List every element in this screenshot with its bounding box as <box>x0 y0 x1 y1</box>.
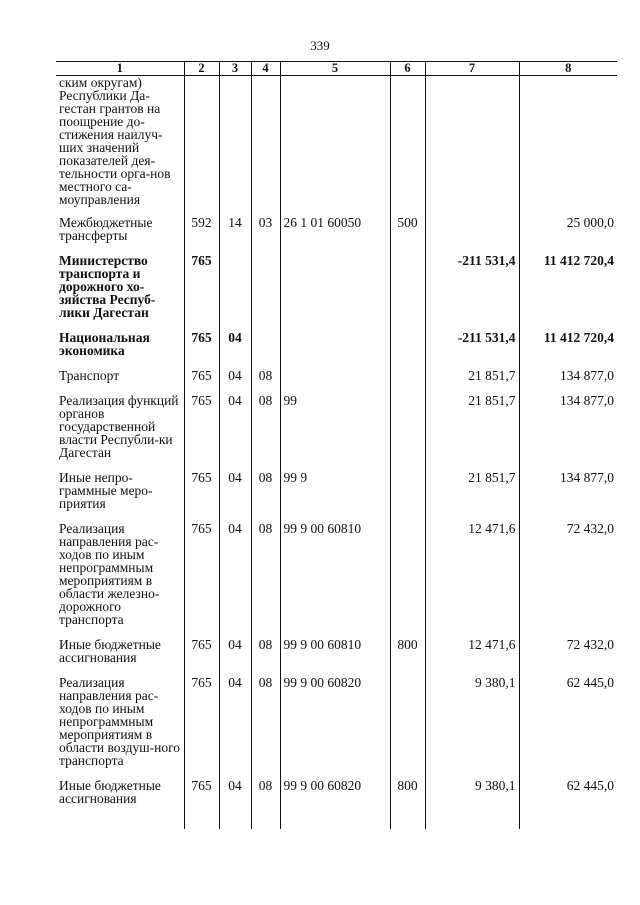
cell-rz: 14 <box>219 216 251 254</box>
cell-amount: 72 432,0 <box>519 522 617 638</box>
page-number: 339 <box>310 38 330 53</box>
cell-csr: 99 9 00 60810 <box>280 522 390 638</box>
table-row <box>56 471 617 522</box>
empty-cell <box>519 805 617 829</box>
cell-csr: 99 9 00 60810 <box>280 638 390 676</box>
cell-csr <box>280 76 390 217</box>
cell-vr: 800 <box>390 638 425 676</box>
cell-pr <box>251 254 280 331</box>
table-row <box>56 369 617 394</box>
cell-gr: 765 <box>184 638 219 676</box>
column-header: 8 <box>519 62 617 76</box>
table-row <box>56 76 617 217</box>
cell-csr <box>280 331 390 369</box>
cell-vr <box>390 522 425 638</box>
table-row <box>56 638 617 676</box>
cell-change: 12 471,6 <box>425 522 519 638</box>
cell-pr: 08 <box>251 522 280 638</box>
cell-amount: 134 877,0 <box>519 369 617 394</box>
cell-change: -211 531,4 <box>425 331 519 369</box>
cell-vr <box>390 331 425 369</box>
row-name: Реализация направления рас-ходов по иным непрограммным мероприятиям в области железно-дорожного транспорта <box>59 521 160 627</box>
cell-amount: 134 877,0 <box>519 471 617 522</box>
budget-table <box>56 61 617 829</box>
cell-change: 9 380,1 <box>425 676 519 779</box>
cell-gr <box>184 76 219 217</box>
cell-amount: 62 445,0 <box>519 779 617 805</box>
empty-cell <box>425 805 519 829</box>
cell-amount <box>519 76 617 217</box>
cell-pr: 08 <box>251 779 280 805</box>
cell-gr: 765 <box>184 779 219 805</box>
cell-amount: 11 412 720,4 <box>519 331 617 369</box>
row-name: Иные бюджетные ассигнования <box>59 778 161 806</box>
empty-cell <box>390 805 425 829</box>
table-filler-row <box>56 805 617 829</box>
row-name: Министерство транспорта и дорожного хо-зяйства Респуб-лики Дагестан <box>59 253 156 320</box>
row-name: Реализация направления рас-ходов по иным непрограммным мероприятиям в области воздуш-ного транспорта <box>59 675 181 768</box>
empty-cell <box>219 805 251 829</box>
table-row <box>56 522 617 638</box>
column-header: 7 <box>425 62 519 76</box>
column-header: 1 <box>56 62 184 76</box>
row-name: ским округам) Республики Да-гестан грантов на поощрение до-стижения наилуч-ших значений показателей дея-тельности орга-нов местного са-моуправления <box>59 75 171 207</box>
cell-csr: 99 9 00 60820 <box>280 779 390 805</box>
cell-gr: 765 <box>184 522 219 638</box>
cell-csr <box>280 369 390 394</box>
row-name: Иные бюджетные ассигнования <box>59 637 161 665</box>
cell-gr: 765 <box>184 676 219 779</box>
cell-amount: 11 412 720,4 <box>519 254 617 331</box>
empty-cell <box>251 805 280 829</box>
cell-vr <box>390 471 425 522</box>
cell-csr: 99 9 <box>280 471 390 522</box>
cell-pr <box>251 331 280 369</box>
table-row <box>56 779 617 805</box>
cell-amount: 25 000,0 <box>519 216 617 254</box>
cell-rz: 04 <box>219 779 251 805</box>
cell-gr: 765 <box>184 369 219 394</box>
cell-amount: 134 877,0 <box>519 394 617 471</box>
cell-pr: 03 <box>251 216 280 254</box>
cell-csr: 99 <box>280 394 390 471</box>
cell-rz: 04 <box>219 638 251 676</box>
cell-rz <box>219 254 251 331</box>
cell-change <box>425 76 519 217</box>
cell-change: -211 531,4 <box>425 254 519 331</box>
cell-csr: 26 1 01 60050 <box>280 216 390 254</box>
cell-change: 21 851,7 <box>425 394 519 471</box>
row-name: Иные непро-граммные меро-приятия <box>59 470 153 511</box>
empty-cell <box>184 805 219 829</box>
cell-amount: 72 432,0 <box>519 638 617 676</box>
cell-gr: 765 <box>184 471 219 522</box>
table-row <box>56 394 617 471</box>
cell-vr <box>390 76 425 217</box>
row-name: Реализация функций органов государственной власти Республи-ки Дагестан <box>59 393 179 460</box>
cell-gr: 765 <box>184 331 219 369</box>
cell-rz: 04 <box>219 471 251 522</box>
cell-pr: 08 <box>251 676 280 779</box>
table-row <box>56 216 617 254</box>
cell-change <box>425 216 519 254</box>
cell-vr <box>390 369 425 394</box>
cell-pr: 08 <box>251 471 280 522</box>
column-header: 6 <box>390 62 425 76</box>
cell-vr <box>390 254 425 331</box>
cell-rz: 04 <box>219 676 251 779</box>
cell-rz: 04 <box>219 369 251 394</box>
table-row <box>56 331 617 369</box>
row-name: Национальная экономика <box>59 330 150 358</box>
cell-pr: 08 <box>251 369 280 394</box>
header-row <box>56 62 617 76</box>
cell-vr <box>390 394 425 471</box>
cell-gr: 592 <box>184 216 219 254</box>
cell-vr: 800 <box>390 779 425 805</box>
cell-change: 12 471,6 <box>425 638 519 676</box>
row-name: Транспорт <box>59 368 120 383</box>
cell-change: 21 851,7 <box>425 471 519 522</box>
column-header: 5 <box>280 62 390 76</box>
cell-rz: 04 <box>219 331 251 369</box>
table-row <box>56 676 617 779</box>
column-header: 4 <box>251 62 280 76</box>
cell-vr <box>390 676 425 779</box>
cell-pr: 08 <box>251 638 280 676</box>
cell-change: 21 851,7 <box>425 369 519 394</box>
cell-rz: 04 <box>219 522 251 638</box>
cell-vr: 500 <box>390 216 425 254</box>
cell-amount: 62 445,0 <box>519 676 617 779</box>
table-row <box>56 254 617 331</box>
cell-gr: 765 <box>184 254 219 331</box>
cell-rz: 04 <box>219 394 251 471</box>
cell-csr <box>280 254 390 331</box>
empty-cell <box>280 805 390 829</box>
cell-csr: 99 9 00 60820 <box>280 676 390 779</box>
cell-pr: 08 <box>251 394 280 471</box>
column-header: 3 <box>219 62 251 76</box>
column-header: 2 <box>184 62 219 76</box>
cell-change: 9 380,1 <box>425 779 519 805</box>
empty-cell <box>56 805 184 829</box>
cell-rz <box>219 76 251 217</box>
cell-gr: 765 <box>184 394 219 471</box>
cell-pr <box>251 76 280 217</box>
row-name: Межбюджетные трансферты <box>59 215 153 243</box>
